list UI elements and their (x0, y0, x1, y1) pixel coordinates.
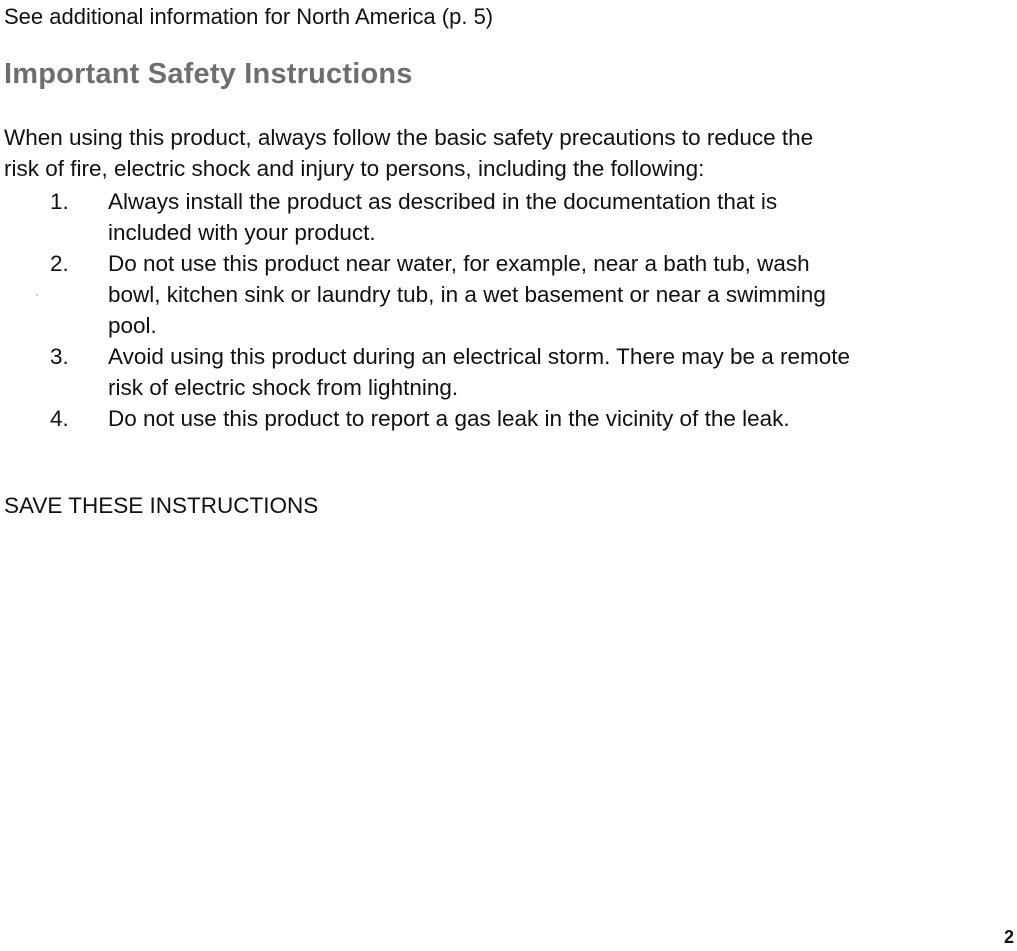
list-item-text (108, 341, 1017, 403)
list-item (0, 248, 1017, 341)
list-item (0, 341, 1017, 403)
list-item (0, 403, 1017, 434)
list-item-text (108, 403, 1017, 434)
list-item-line: Do not use this product to report a gas leak in the vicinity of the leak. (108, 406, 790, 431)
list-item-number: 1. (50, 189, 69, 214)
list-item (0, 186, 1017, 248)
list-item-number: 2. (50, 251, 69, 276)
list-item-number: 4. (50, 406, 69, 431)
list-item-line: included with your product. (108, 220, 376, 245)
intro-paragraph (4, 122, 1009, 184)
intro-line: When using this product, always follow the basic safety precautions to reduce the (4, 125, 814, 150)
scan-speck (36, 294, 38, 296)
list-item-text (108, 248, 1017, 341)
save-instructions-heading: SAVE THESE INSTRUCTIONS (4, 493, 319, 518)
list-item-line: Do not use this product near water, for example, near a bath tub, wash (108, 251, 810, 276)
list-item-text (108, 186, 1017, 248)
list-item-line: pool. (108, 313, 157, 338)
north-america-note: See additional information for North America (p. 5) (4, 4, 494, 29)
intro-line: risk of fire, electric shock and injury to persons, including the following: (4, 156, 705, 181)
list-item-line: risk of electric shock from lightning. (108, 375, 459, 400)
list-item-number: 3. (50, 344, 69, 369)
list-item-line: Avoid using this product during an electrical storm. There may be a remote (108, 344, 851, 369)
list-item-line: Always install the product as described in the documentation that is (108, 189, 778, 214)
page-title: Important Safety Instructions (4, 58, 413, 90)
safety-instructions-list (0, 186, 1017, 434)
list-item-line: bowl, kitchen sink or laundry tub, in a wet basement or near a swimming (108, 282, 826, 307)
page-number: 2 (1003, 927, 1014, 947)
